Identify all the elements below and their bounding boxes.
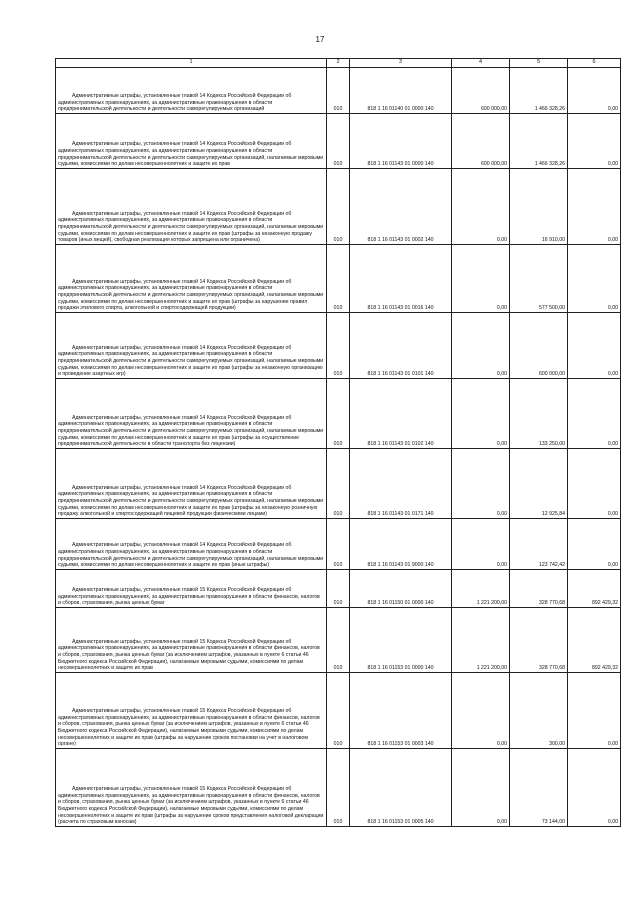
row-kbk-code: 818 1 16 01140 01 0000 140 [350, 68, 452, 114]
row-kbk-code: 818 1 16 01150 01 0000 140 [350, 570, 452, 608]
row-executed-amount: 300,00 [510, 673, 568, 749]
table-row [56, 608, 621, 673]
row-unexecuted-amount: 0,00 [568, 749, 621, 827]
row-kbk-code: 818 1 16 01153 01 0000 140 [350, 608, 452, 673]
row-kbk-code: 818 1 16 01143 01 0171 140 [350, 449, 452, 519]
row-executed-amount: 12 925,84 [510, 449, 568, 519]
row-description: Административные штрафы, установленные главой 15 Кодекса Российской Федерации об административных правонарушениях, за административные правонарушения в области финансов, налогов и сборов, страхования, рынка ценных бумаг (за исключением штрафов, указанных в пункте 6 статьи 46 Бюджетного кодекса Российской Федерации), налагаемые мировыми судьями, комиссиями по делам несовершеннолетних и защите их прав (штрафы за нарушение сроков представления налоговой декларации (расчета по страховым взносам) [56, 749, 327, 827]
row-line-code: 010 [327, 449, 350, 519]
row-plan-amount: 1 221 200,00 [452, 608, 510, 673]
page-number: 17 [315, 35, 325, 44]
row-executed-amount: 577 500,00 [510, 245, 568, 313]
row-plan-amount: 0,00 [452, 519, 510, 570]
row-unexecuted-amount: 0,00 [568, 379, 621, 449]
row-executed-amount: 1 466 328,26 [510, 68, 568, 114]
row-kbk-code: 818 1 16 01143 01 0002 140 [350, 169, 452, 245]
table-row [56, 379, 621, 449]
row-plan-amount: 600 000,00 [452, 68, 510, 114]
row-unexecuted-amount: 0,00 [568, 245, 621, 313]
row-line-code: 010 [327, 749, 350, 827]
row-line-code: 010 [327, 169, 350, 245]
row-plan-amount: 0,00 [452, 379, 510, 449]
row-line-code: 010 [327, 313, 350, 379]
table-row [56, 749, 621, 827]
column-header: 4 [452, 59, 510, 68]
row-executed-amount: 123 742,42 [510, 519, 568, 570]
table-row [56, 169, 621, 245]
row-plan-amount: 0,00 [452, 449, 510, 519]
column-header: 2 [327, 59, 350, 68]
row-plan-amount: 0,00 [452, 313, 510, 379]
row-plan-amount: 0,00 [452, 749, 510, 827]
row-kbk-code: 818 1 16 01143 01 0016 140 [350, 245, 452, 313]
row-unexecuted-amount: 0,00 [568, 673, 621, 749]
row-executed-amount: 600 000,00 [510, 313, 568, 379]
row-description: Административные штрафы, установленные главой 14 Кодекса Российской Федерации об административных правонарушениях, за административные правонарушения в области предпринимательской деятельности и деятельности саморегулируемых организаций, налагаемые мировыми судьями, комиссиями по делам несовершеннолетних и защите их прав (штрафы за незаконную продажу товаров (иных вещей), свободная реализация которых запрещена или ограничена) [56, 169, 327, 245]
row-unexecuted-amount: 0,00 [568, 169, 621, 245]
revenue-table [55, 58, 621, 827]
row-description: Административные штрафы, установленные главой 15 Кодекса Российской Федерации об административных правонарушениях, за административные правонарушения в области финансов, налогов и сборов, страхования, рынка ценных бумаг [56, 570, 327, 608]
table-row [56, 570, 621, 608]
row-line-code: 010 [327, 608, 350, 673]
row-unexecuted-amount: 892 429,32 [568, 608, 621, 673]
column-header: 5 [510, 59, 568, 68]
row-unexecuted-amount: 892 429,32 [568, 570, 621, 608]
row-line-code: 010 [327, 245, 350, 313]
row-unexecuted-amount: 0,00 [568, 313, 621, 379]
table-row [56, 449, 621, 519]
row-description: Административные штрафы, установленные главой 14 Кодекса Российской Федерации об административных правонарушениях, за административные правонарушения в области предпринимательской деятельности и деятельности саморегулируемых организаций, налагаемые мировыми судьями, комиссиями по делам несовершеннолетних и защите их прав (штрафы за незаконную розничную продажу алкогольной и спиртосодержащей пищевой продукции физическими лицами) [56, 449, 327, 519]
row-line-code: 010 [327, 570, 350, 608]
row-unexecuted-amount: 0,00 [568, 114, 621, 169]
row-executed-amount: 328 770,68 [510, 570, 568, 608]
column-header: 6 [568, 59, 621, 68]
row-description: Административные штрафы, установленные главой 14 Кодекса Российской Федерации об административных правонарушениях, за административные правонарушения в области предпринимательской деятельности и деятельности саморегулируемых организаций, налагаемые мировыми судьями, комиссиями по делам несовершеннолетних и защите их прав (штрафы за осуществление предпринимательской деятельности в области транспорта без лицензии) [56, 379, 327, 449]
row-plan-amount: 1 221 200,00 [452, 570, 510, 608]
row-description: Административные штрафы, установленные главой 15 Кодекса Российской Федерации об административных правонарушениях, за административные правонарушения в области финансов, налогов и сборов, страхования, рынка ценных бумаг (за исключением штрафов, указанных в пункте 6 статьи 46 Бюджетного кодекса Российской Федерации), налагаемые мировыми судьями, комиссиями по делам несовершеннолетних и защите их прав [56, 608, 327, 673]
row-line-code: 010 [327, 519, 350, 570]
row-description: Административные штрафы, установленные главой 14 Кодекса Российской Федерации об административных правонарушениях, за административные правонарушения в области предпринимательской деятельности и деятельности саморегулируемых организаций [56, 68, 327, 114]
row-unexecuted-amount: 0,00 [568, 519, 621, 570]
row-executed-amount: 73 144,00 [510, 749, 568, 827]
column-header: 1 [56, 59, 327, 68]
row-kbk-code: 818 1 16 01153 01 0003 140 [350, 673, 452, 749]
row-description: Административные штрафы, установленные главой 14 Кодекса Российской Федерации об административных правонарушениях, за административные правонарушения в области предпринимательской деятельности и деятельности саморегулируемых организаций, налагаемые мировыми судьями, комиссиями по делам несовершеннолетних и защите их прав [56, 114, 327, 169]
row-executed-amount: 1 466 328,26 [510, 114, 568, 169]
table-row [56, 313, 621, 379]
table-header-row [56, 59, 621, 68]
row-executed-amount: 133 250,00 [510, 379, 568, 449]
row-plan-amount: 0,00 [452, 169, 510, 245]
row-kbk-code: 818 1 16 01143 01 0102 140 [350, 379, 452, 449]
row-description: Административные штрафы, установленные главой 15 Кодекса Российской Федерации об административных правонарушениях, за административные правонарушения в области финансов, налогов и сборов, страхования, рынка ценных бумаг (за исключением штрафов, указанных в пункте 6 статьи 46 Бюджетного кодекса Российской Федерации), налагаемые мировыми судьями, комиссиями по делам несовершеннолетних и защите их прав (штрафы за нарушение сроков постановки на учет в налоговом органе) [56, 673, 327, 749]
table-row [56, 114, 621, 169]
row-unexecuted-amount: 0,00 [568, 449, 621, 519]
row-plan-amount: 600 000,00 [452, 114, 510, 169]
row-line-code: 010 [327, 379, 350, 449]
row-description: Административные штрафы, установленные главой 14 Кодекса Российской Федерации об административных правонарушениях, за административные правонарушения в области предпринимательской деятельности и деятельности саморегулируемых организаций, налагаемые мировыми судьями, комиссиями по делам несовершеннолетних и защите их прав (иные штрафы) [56, 519, 327, 570]
row-description: Административные штрафы, установленные главой 14 Кодекса Российской Федерации об административных правонарушениях, за административные правонарушения в области предпринимательской деятельности и деятельности саморегулируемых организаций, налагаемые мировыми судьями, комиссиями по делам несовершеннолетних и защите их прав (штрафы за нарушение правил продажи этилового спирта, алкогольной и спиртосодержащей продукции) [56, 245, 327, 313]
row-executed-amount: 16 910,00 [510, 169, 568, 245]
row-kbk-code: 818 1 16 01143 01 0000 140 [350, 114, 452, 169]
row-unexecuted-amount: 0,00 [568, 68, 621, 114]
row-executed-amount: 328 770,68 [510, 608, 568, 673]
table-row [56, 519, 621, 570]
row-kbk-code: 818 1 16 01153 01 0005 140 [350, 749, 452, 827]
table-row [56, 68, 621, 114]
table-row [56, 673, 621, 749]
column-header: 3 [350, 59, 452, 68]
row-line-code: 010 [327, 673, 350, 749]
row-kbk-code: 818 1 16 01143 01 0101 140 [350, 313, 452, 379]
row-line-code: 010 [327, 68, 350, 114]
row-plan-amount: 0,00 [452, 673, 510, 749]
row-description: Административные штрафы, установленные главой 14 Кодекса Российской Федерации об административных правонарушениях, за административные правонарушения в области предпринимательской деятельности и деятельности саморегулируемых организаций, налагаемые мировыми судьями, комиссиями по делам несовершеннолетних и защите их прав (штрафы за незаконную организацию и проведение азартных игр) [56, 313, 327, 379]
table-row [56, 245, 621, 313]
row-plan-amount: 0,00 [452, 245, 510, 313]
row-kbk-code: 818 1 16 01143 01 9000 140 [350, 519, 452, 570]
row-line-code: 010 [327, 114, 350, 169]
